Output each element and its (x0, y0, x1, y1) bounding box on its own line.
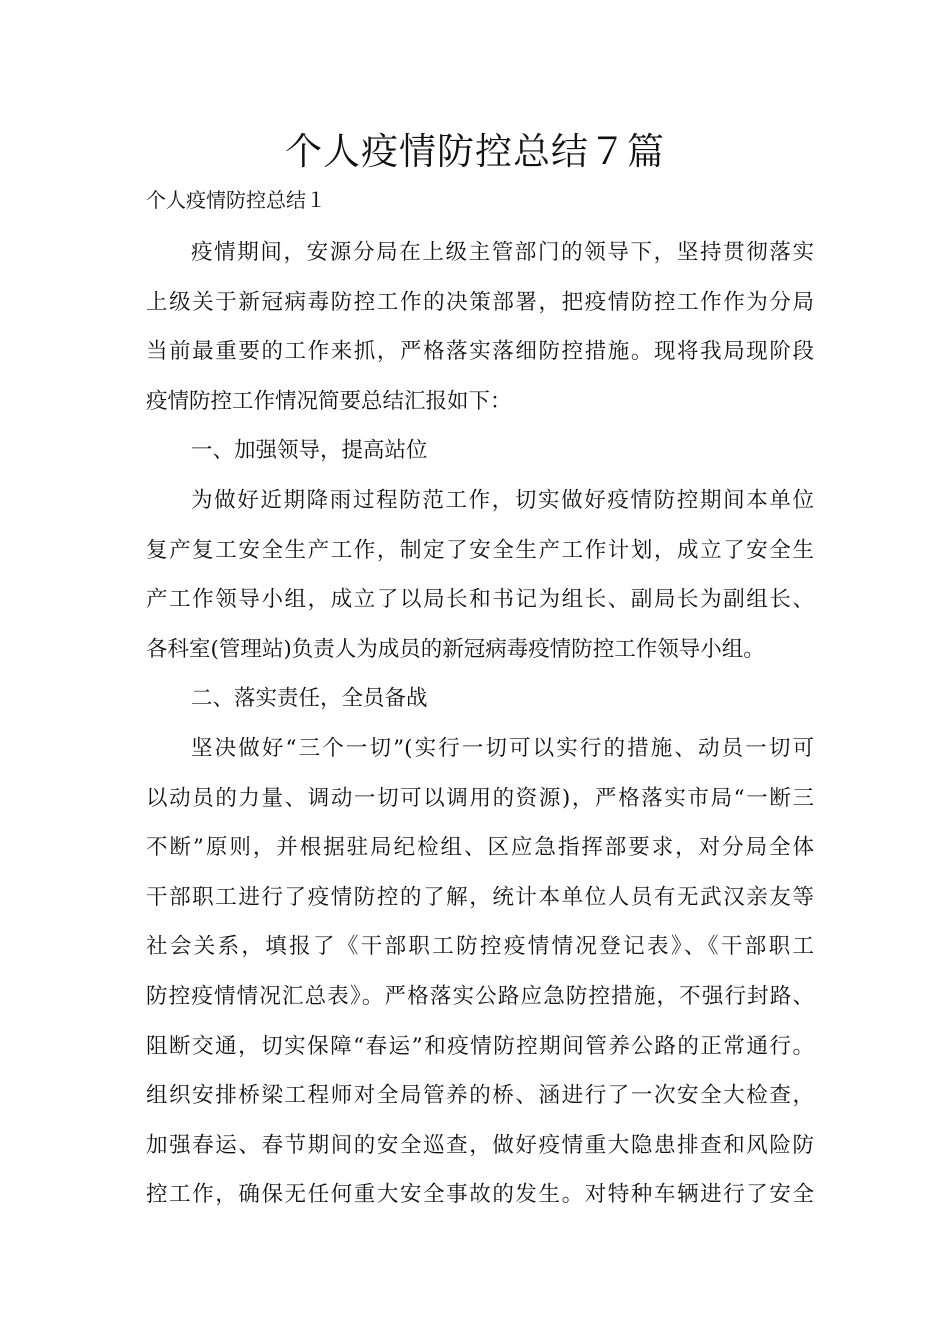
text-line: 二、落实责任，全员备战 (191, 686, 428, 712)
text-line: 上级关于新冠病毒防控工作的决策部署，把疫情防控工作作为分局 (146, 289, 814, 315)
text-line: 为做好近期降雨过程防范工作，切实做好疫情防控期间本单位 (191, 487, 814, 513)
text-line: 各科室(管理站)负责人为成员的新冠病毒疫情防控工作领导小组。 (146, 636, 765, 662)
text-line: 阻断交通，切实保障“春运”和疫情防控期间管养公路的正常通行。 (146, 1033, 814, 1059)
text-line: 不断”原则，并根据驻局纪检组、区应急指挥部要求，对分局全体 (146, 835, 814, 861)
text-line: 疫情防控工作情况简要总结汇报如下： (146, 388, 512, 414)
text-line: 一、加强领导，提高站位 (191, 438, 428, 464)
section-subtitle: 个人疫情防控总结１ (146, 188, 326, 212)
text-line: 控工作，确保无任何重大安全事故的发生。对特种车辆进行了安全 (146, 1182, 814, 1208)
body-text (146, 228, 814, 1220)
text-line: 以动员的力量、调动一切可以调用的资源)，严格落实市局“一断三 (146, 785, 814, 811)
page-title: 个人疫情防控总结７篇 (285, 130, 665, 173)
text-line: 当前最重要的工作来抓，严格落实落细防控措施。现将我局现阶段 (146, 339, 814, 365)
text-line: 复产复工安全生产工作，制定了安全生产工作计划，成立了安全生 (146, 537, 814, 563)
text-line: 产工作领导小组，成立了以局长和书记为组长、副局长为副组长、 (146, 587, 814, 613)
text-line: 疫情期间，安源分局在上级主管部门的领导下，坚持贯彻落实 (191, 240, 814, 265)
text-line: 干部职工进行了疫情防控的了解，统计本单位人员有无武汉亲友等 (146, 884, 814, 910)
text-line: 社会关系，填报了《干部职工防控疫情情况登记表》、《干部职工 (146, 934, 814, 960)
text-line: 防控疫情情况汇总表》。严格落实公路应急防控措施，不强行封路、 (146, 983, 814, 1009)
text-line: 坚决做好“三个一切”(实行一切可以实行的措施、动员一切可 (191, 735, 814, 761)
text-line: 加强春运、春节期间的安全巡查，做好疫情重大隐患排查和风险防 (146, 1132, 814, 1158)
text-line: 组织安排桥梁工程师对全局管养的桥、涵进行了一次安全大检查， (146, 1083, 814, 1109)
